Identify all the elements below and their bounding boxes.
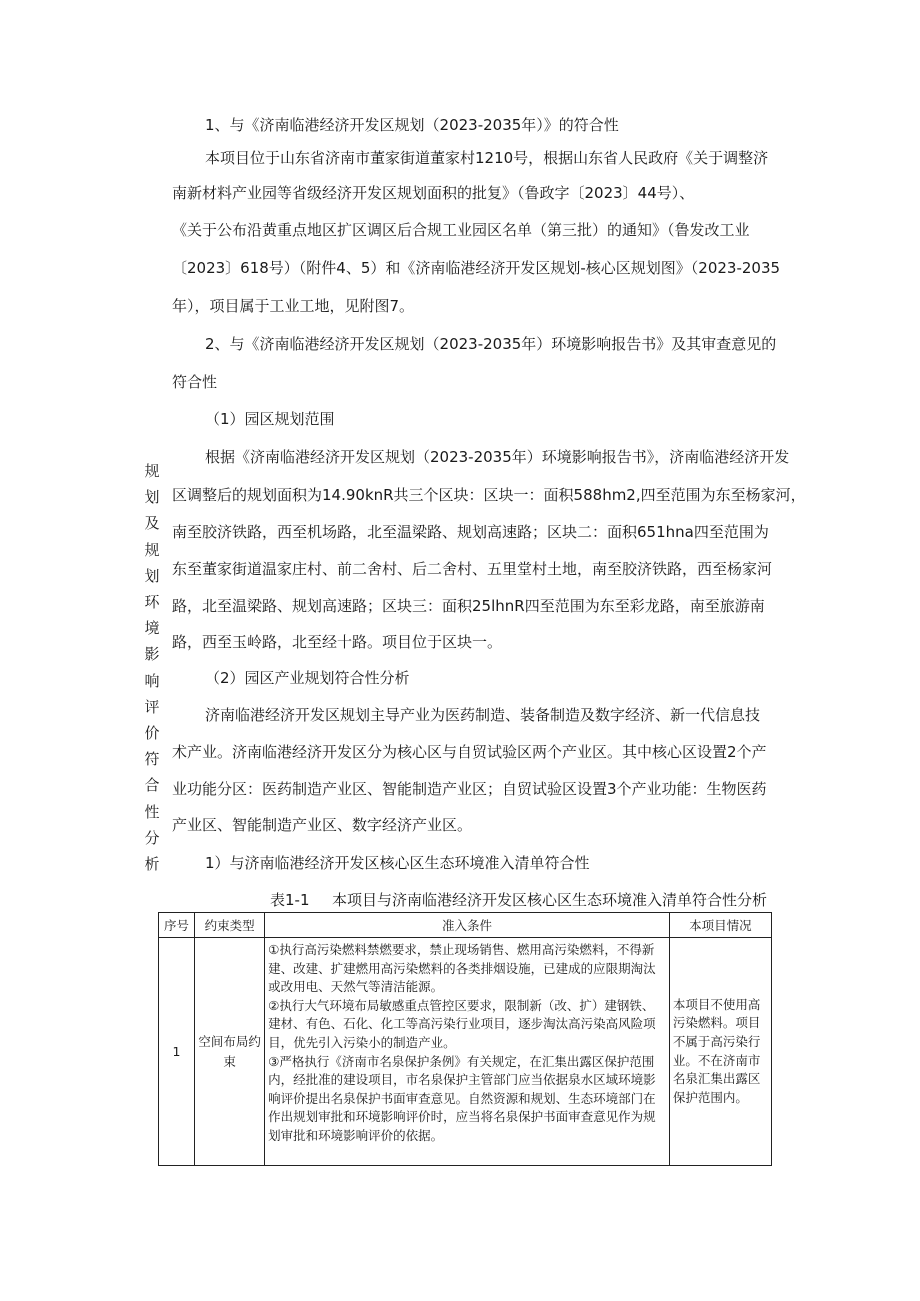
paragraph-line: 术产业。济南临港经济开发区分为核心区与自贸试验区两个产业区。其中核心区设置2个产 xyxy=(172,743,767,761)
side-char: 规 xyxy=(144,462,160,480)
paragraph-line: 路，北至温梁路、规划高速路；区块三：面积25lhnR四至范围为东至彩龙路，南至旅游南 xyxy=(172,597,765,615)
side-char: 评 xyxy=(144,697,160,716)
header-status: 本项目情况 xyxy=(669,913,771,938)
section-heading-2-cont: 符合性 xyxy=(172,373,218,391)
side-char: 规 xyxy=(144,540,160,559)
paragraph-line: 〔2023〕618号）（附件4、5）和《济南临港经济开发区规划-核心区规划图》（2023-2035 xyxy=(172,259,781,277)
side-char: 划 xyxy=(144,566,160,585)
side-char: 及 xyxy=(144,514,160,533)
compliance-table xyxy=(158,912,772,1166)
side-char: 性 xyxy=(144,802,160,821)
paragraph-line: 年），项目属于工业工地，见附图7。 xyxy=(172,297,415,315)
side-char: 分 xyxy=(144,828,160,847)
row-index: 1 xyxy=(159,938,195,1166)
paragraph-line: 产业区、智能制造产业区、数字经济产业区。 xyxy=(172,816,473,834)
section-heading-2: 2、与《济南临港经济开发区规划（2023-2035年）环境影响报告书》及其审查意见的 xyxy=(205,335,777,353)
side-char: 符 xyxy=(144,750,160,769)
condition-item: ③严格执行《济南市名泉保护条例》有关规定，在汇集出露区保护范围内，经批准的建设项目，市名泉保护主管部门应当依据泉水区域环境影响评价提出名泉保护书面审查意见。自然资源和规划、生态环境部门在作出规划审批和环境影响评价时，应当将名泉保护书面审查意见作为规划审批和环境影响评价的依据。 xyxy=(268,1053,656,1143)
paragraph-line: 业功能分区：医药制造产业区、智能制造产业区；自贸试验区设置3个产业功能：生物医药 xyxy=(172,780,767,798)
condition-item: ①执行高污染燃料禁燃要求，禁止现场销售、燃用高污染燃料，不得新建、改建、扩建燃用高污染燃料的各类排烟设施，已建成的应限期淘汰或改用电、天然气等清洁能源。 xyxy=(268,942,656,995)
table-caption xyxy=(270,890,767,910)
table-header-row xyxy=(159,913,772,938)
table-caption-text: 本项目与济南临港经济开发区核心区生态环境准入清单符合性分析 xyxy=(332,891,768,909)
section-heading-1: 1、与《济南临港经济开发区规划（2023-2035年）》的符合性 xyxy=(205,116,619,134)
side-char: 价 xyxy=(144,724,160,743)
side-char: 划 xyxy=(144,488,160,507)
side-char: 影 xyxy=(144,645,160,664)
subheading: （1）园区规划范围 xyxy=(205,410,335,428)
paragraph-line: 根据《济南临港经济开发区规划（2023-2035年）环境影响报告书》，济南临港经济开发 xyxy=(205,448,790,466)
paragraph-line: 《关于公布沿黄重点地区扩区调区后合规工业园区名单（第三批）的通知》（鲁发改工业 xyxy=(172,221,750,239)
subheading: 1）与济南临港经济开发区核心区生态环境准入清单符合性 xyxy=(205,854,590,872)
table-row xyxy=(159,938,772,1166)
table-caption-number: 表1-1 xyxy=(270,891,310,909)
paragraph-line: 东至董家街道温家庄村、前二舍村、后二舍村、五里堂村土地，南至胶济铁路，西至杨家河 xyxy=(172,560,773,578)
row-type: 空间布局约束 xyxy=(195,938,265,1166)
paragraph-line: 本项目位于山东省济南市董家街道董家村1210号，根据山东省人民政府《关于调整济 xyxy=(205,149,769,167)
row-conditions xyxy=(265,938,670,1166)
side-label xyxy=(141,458,163,877)
paragraph-line: 区调整后的规划面积为14.90knR共三个区块：区块一：面积588hm2,四至范围为东至杨家河， xyxy=(172,486,806,504)
side-char: 合 xyxy=(144,776,160,795)
paragraph-line: 南至胶济铁路，西至机场路，北至温梁路、规划高速路；区块二：面积651hna四至范围为 xyxy=(172,523,769,541)
side-char: 环 xyxy=(144,593,160,612)
header-index: 序号 xyxy=(159,913,195,938)
side-char: 响 xyxy=(144,671,160,690)
header-conditions: 准入条件 xyxy=(265,913,670,938)
subheading: （2）园区产业规划符合性分析 xyxy=(205,669,410,687)
side-char: 境 xyxy=(144,619,160,638)
condition-item: ②执行大气环境布局敏感重点管控区要求，限制新（改、扩）建钢铁、建材、有色、石化、化工等高污染行业项目，逐步淘汰高污染高风险项目，优先引入污染小的制造产业。 xyxy=(268,997,656,1050)
header-type: 约束类型 xyxy=(195,913,265,938)
paragraph-line: 济南临港经济开发区规划主导产业为医药制造、装备制造及数字经济、新一代信息技 xyxy=(205,706,761,724)
row-status: 本项目不使用高污染燃料。项目不属于高污染行业。不在济南市名泉汇集出露区保护范围内。 xyxy=(669,938,771,1166)
side-char: 析 xyxy=(144,855,160,874)
paragraph-line: 路，西至玉岭路，北至经十路。项目位于区块一。 xyxy=(172,633,503,651)
paragraph-line: 南新材料产业园等省级经济开发区规划面积的批复》（鲁政字〔2023〕44号）、 xyxy=(172,184,695,202)
